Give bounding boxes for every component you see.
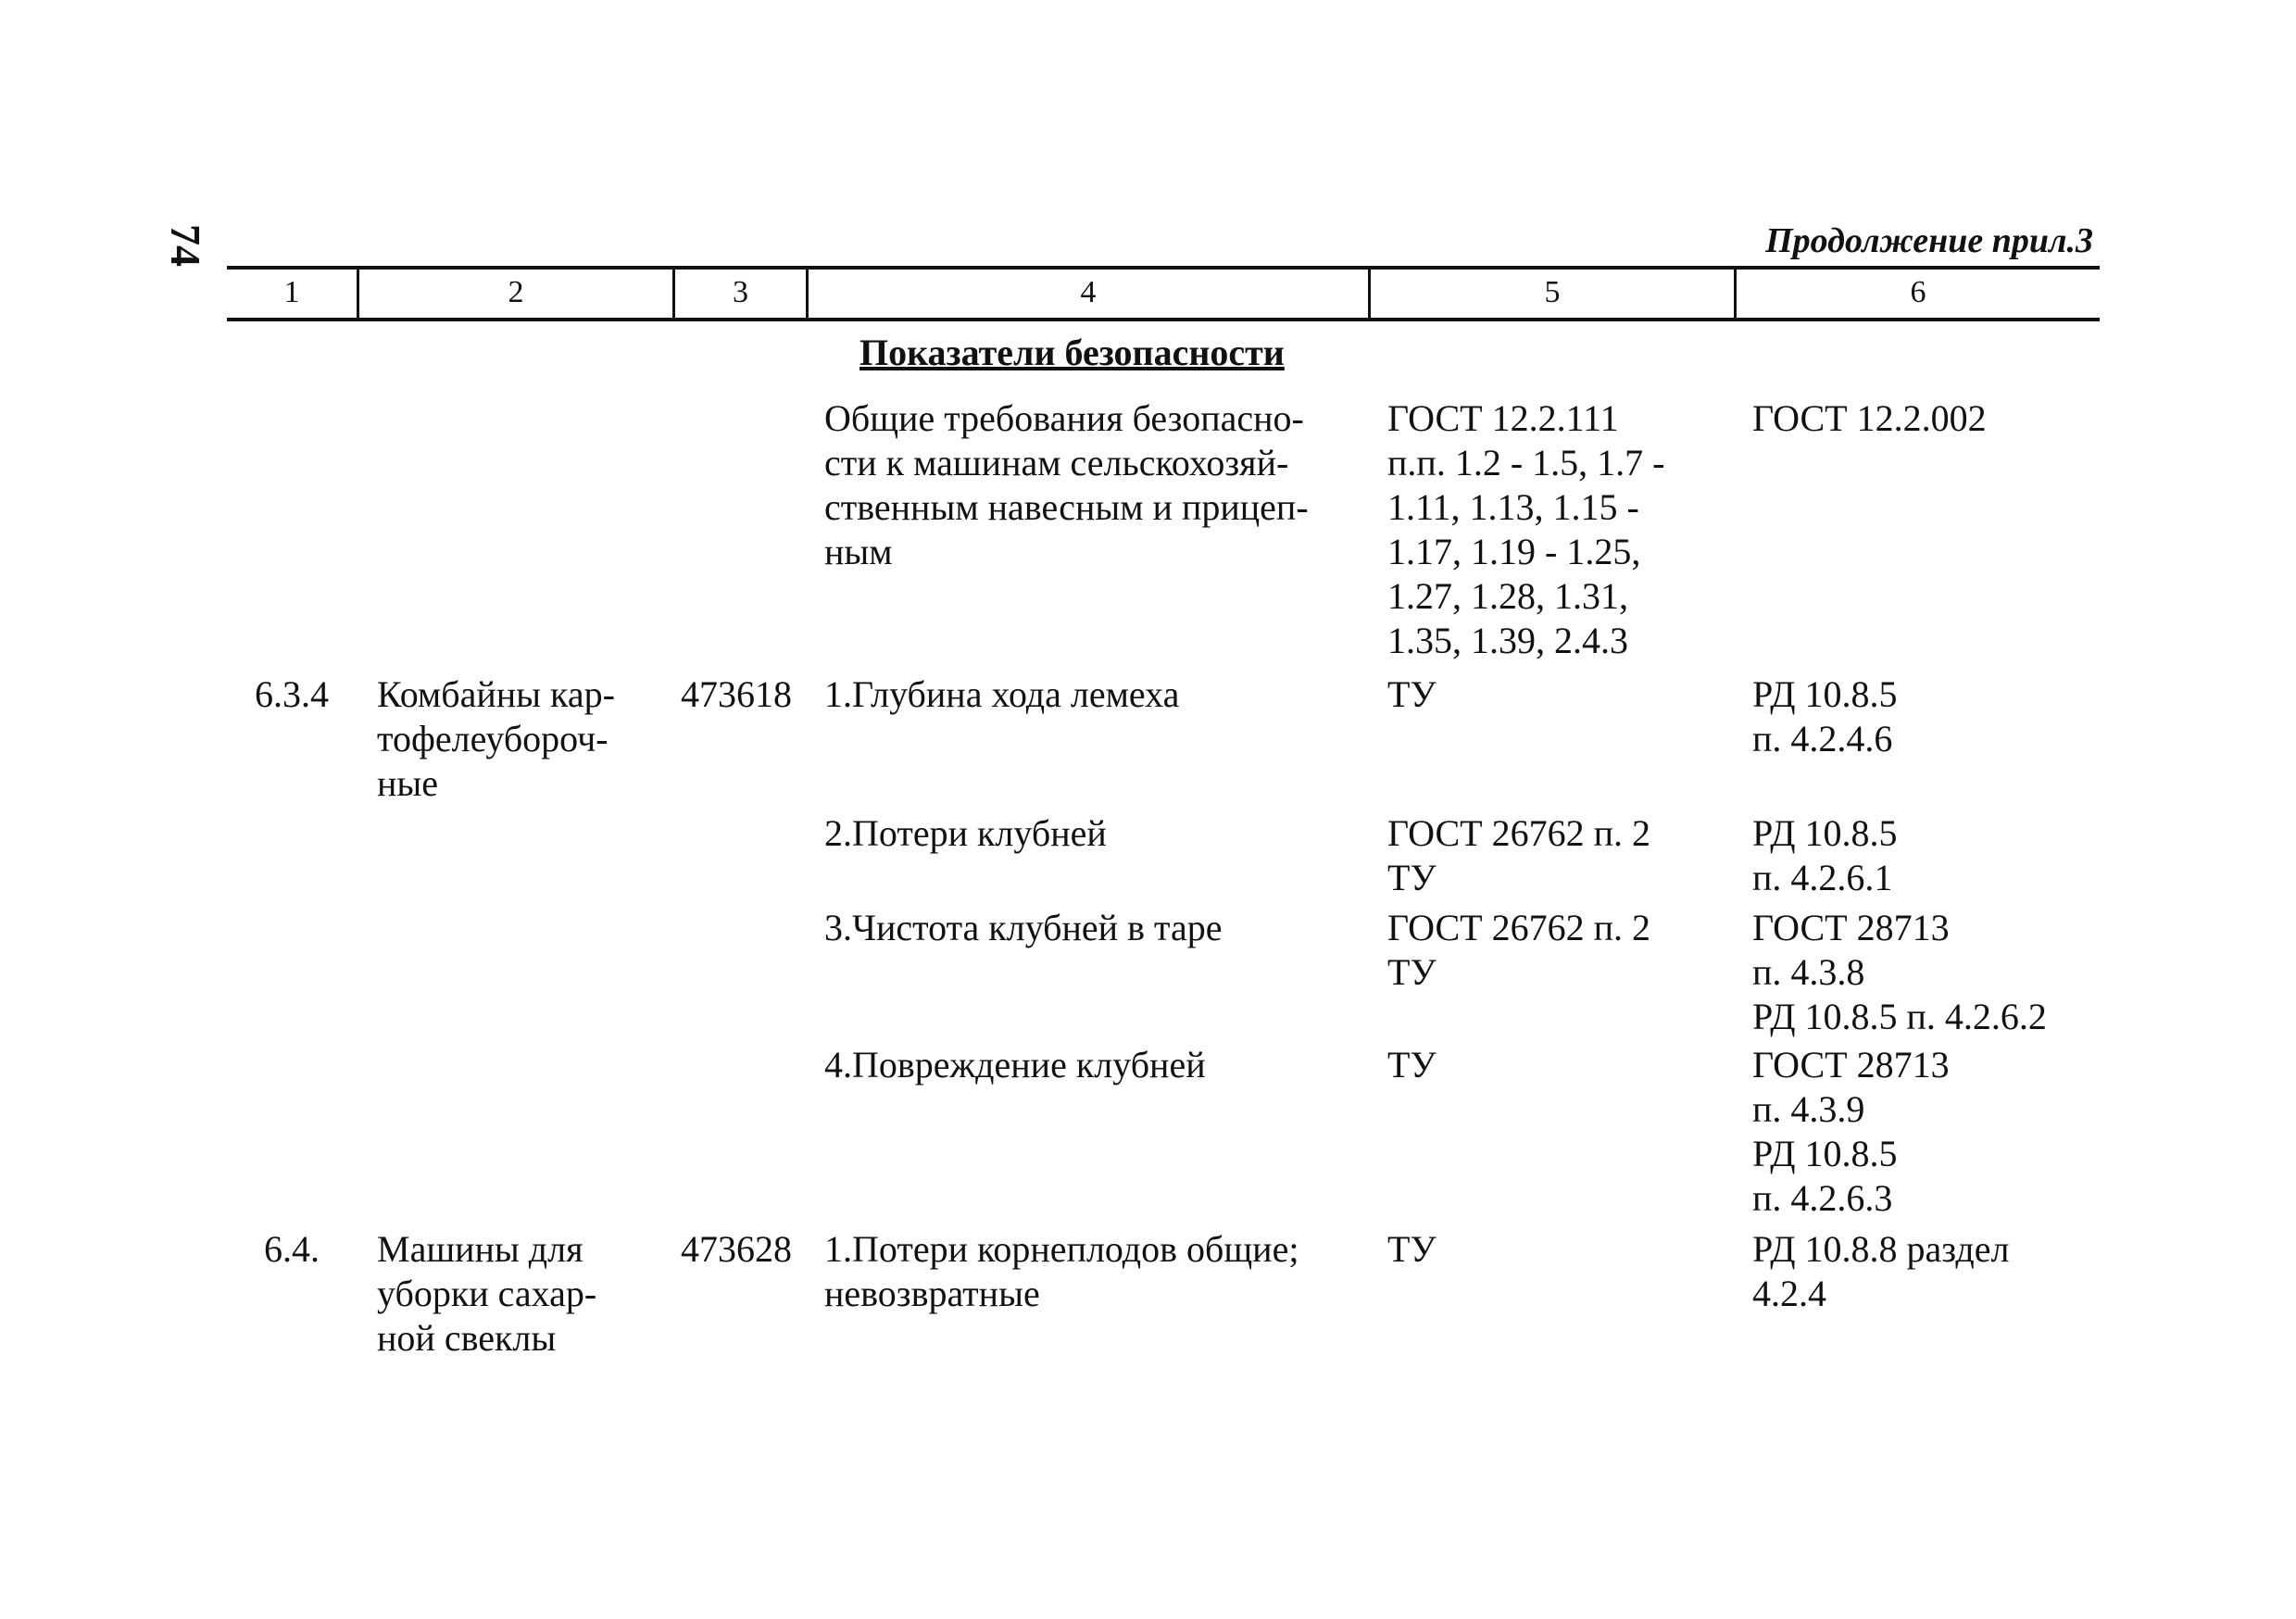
column-number-4: 4 <box>1080 275 1097 309</box>
row-indicator: 3.Чистота клубней в таре <box>824 907 1223 948</box>
group-name: Комбайны кар- тофелеубороч- ные <box>377 673 615 804</box>
general-indicator: Общие требования безопасно- сти к машинам сельскохозяй- ственным навесным и прицеп- ным <box>824 397 1309 572</box>
row-method: РД 10.8.5 п. 4.2.4.6 <box>1752 673 1898 759</box>
row-indicator: 2.Потери клубней <box>824 812 1107 854</box>
row-requirement: ГОСТ 26762 п. 2 ТУ <box>1387 812 1651 898</box>
row-requirement: ТУ <box>1387 1044 1437 1086</box>
row-indicator: 1.Глубина хода лемеха <box>824 673 1180 715</box>
row-requirement: ТУ <box>1387 1228 1437 1270</box>
group-name: Машины для уборки сахар- ной свеклы <box>377 1228 597 1359</box>
row-method: ГОСТ 28713 п. 4.3.8 РД 10.8.5 п. 4.2.6.2 <box>1752 907 2047 1037</box>
column-number-5: 5 <box>1544 275 1561 309</box>
row-indicator: 4.Повреждение клубней <box>824 1044 1206 1086</box>
row-method: ГОСТ 28713 п. 4.3.9 РД 10.8.5 п. 4.2.6.3 <box>1752 1044 1950 1219</box>
row-indicator: 1.Потери корнеплодов общие; невозвратные <box>824 1228 1299 1314</box>
table-top-rule <box>227 266 2100 270</box>
column-number-3: 3 <box>733 275 748 309</box>
group-number: 6.4. <box>264 1228 320 1270</box>
row-requirement: ГОСТ 26762 п. 2 ТУ <box>1387 907 1651 993</box>
table-header-bottom-rule <box>227 318 2100 321</box>
column-number-1: 1 <box>283 275 300 309</box>
group-code: 473628 <box>681 1228 792 1270</box>
section-title: Показатели безопасности <box>859 332 1285 373</box>
page-number: 74 <box>162 224 209 267</box>
row-method: РД 10.8.5 п. 4.2.6.1 <box>1752 812 1898 898</box>
general-requirement: ГОСТ 12.2.111 п.п. 1.2 - 1.5, 1.7 - 1.11, 1.13, 1.15 - 1.17, 1.19 - 1.25, 1.27, 1.28, 1.31, 1.35, 1.39, 2.4.3 <box>1387 397 1665 661</box>
continuation-label: Продолжение прил.3 <box>1765 221 2093 260</box>
column-number-2: 2 <box>508 275 524 309</box>
general-method: ГОСТ 12.2.002 <box>1752 397 1987 439</box>
row-requirement: ТУ <box>1387 673 1437 715</box>
row-method: РД 10.8.8 раздел 4.2.4 <box>1752 1228 2010 1314</box>
group-number: 6.3.4 <box>255 673 329 715</box>
column-number-6: 6 <box>1910 275 1926 309</box>
group-code: 473618 <box>681 673 792 715</box>
